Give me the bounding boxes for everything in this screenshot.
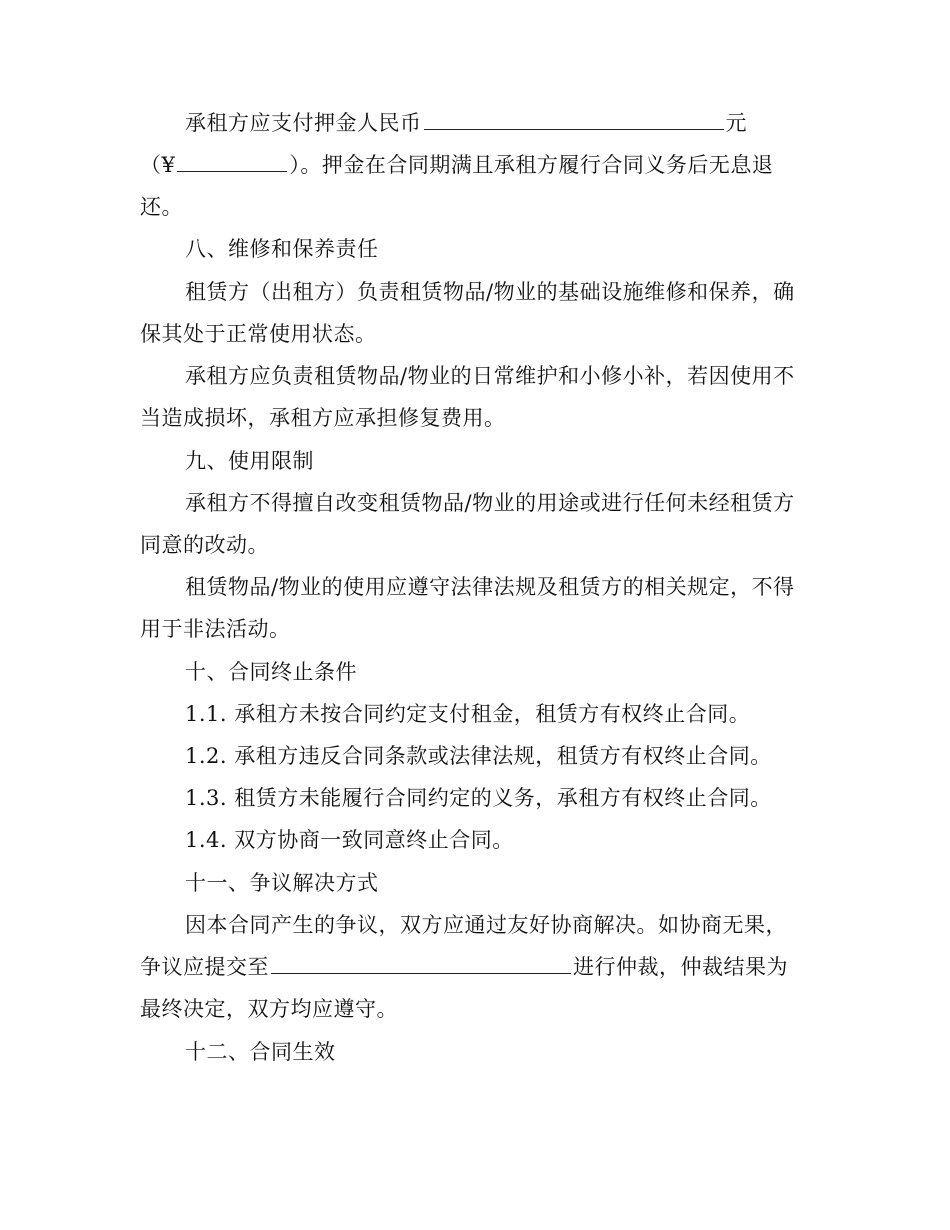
deposit-text-prefix: 承租方应支付押金人民币	[185, 111, 422, 135]
arbitration-prefix: 争议应提交至	[140, 955, 269, 979]
section-9-p1-line-2: 同意的改动。	[140, 533, 269, 557]
deposit-text-suffix: 元	[725, 111, 747, 135]
deposit-yen-blank[interactable]	[177, 151, 287, 172]
section-11-line-1: 因本合同产生的争议，双方应通过友好协商解决。如协商无果，	[185, 913, 787, 937]
arbitration-suffix: 进行仲裁，仲裁结果为	[573, 955, 788, 979]
section-8-p1-line-1: 租赁方（出租方）负责租赁物品/物业的基础设施维修和保养，确	[185, 280, 795, 304]
section-11-line-2	[140, 952, 820, 982]
deposit-line-2	[140, 150, 820, 180]
deposit-line-2-text: ）。押金在合同期满且承租方履行合同义务后无息退	[289, 153, 774, 177]
section-11-heading: 十一、争议解决方式	[185, 871, 379, 895]
section-9-p2-line-1: 租赁物品/物业的使用应遵守法律法规及租赁方的相关规定，不得	[185, 575, 795, 599]
termination-item-3: 1.3. 租赁方未能履行合同约定的义务，承租方有权终止合同。	[185, 786, 772, 810]
section-11-line-3: 最终决定，双方均应遵守。	[140, 997, 398, 1021]
section-8-p2-line-1: 承租方应负责租赁物品/物业的日常维护和小修小补，若因使用不	[185, 364, 795, 388]
deposit-amount-blank[interactable]	[424, 109, 724, 130]
section-9-p2-line-2: 用于非法活动。	[140, 617, 291, 641]
deposit-line-3-text: 还。	[140, 195, 183, 219]
section-9-p1-line-1: 承租方不得擅自改变租赁物品/物业的用途或进行任何未经租赁方	[185, 491, 795, 515]
section-8-heading: 八、维修和保养责任	[185, 237, 379, 261]
termination-item-1: 1.1. 承租方未按合同约定支付租金，租赁方有权终止合同。	[185, 702, 751, 726]
termination-item-4: 1.4. 双方协商一致同意终止合同。	[185, 828, 514, 852]
deposit-line-1	[185, 108, 820, 138]
deposit-line-3	[140, 192, 820, 222]
deposit-yen-prefix: （¥	[140, 153, 176, 177]
arbitration-body-blank[interactable]	[271, 953, 571, 974]
section-10-heading: 十、合同终止条件	[185, 660, 357, 684]
section-12-heading: 十二、合同生效	[185, 1040, 336, 1064]
section-9-heading: 九、使用限制	[185, 449, 314, 473]
section-8-p1-line-2: 保其处于正常使用状态。	[140, 322, 377, 346]
termination-item-2: 1.2. 承租方违反合同条款或法律法规，租赁方有权终止合同。	[185, 744, 772, 768]
section-8-p2-line-2: 当造成损坏，承租方应承担修复费用。	[140, 406, 506, 430]
